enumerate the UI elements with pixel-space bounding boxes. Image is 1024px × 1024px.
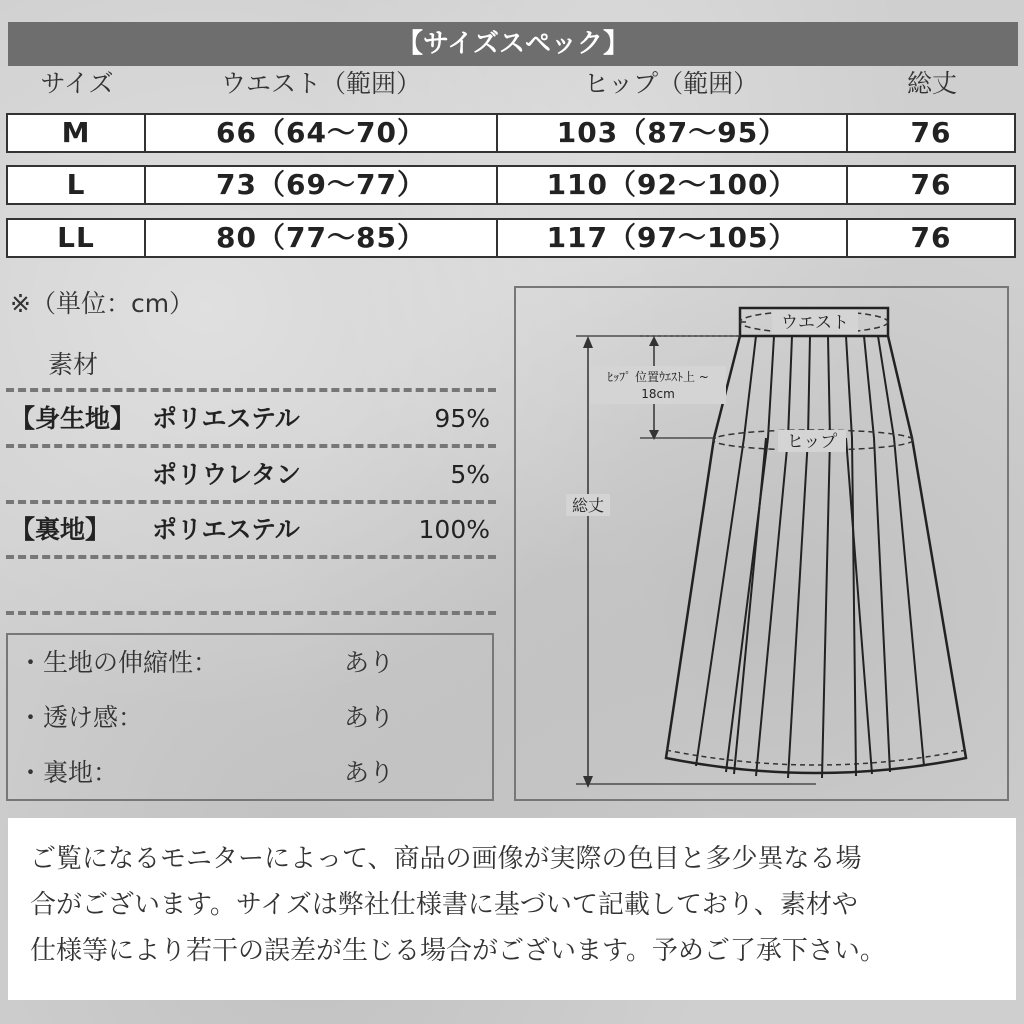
material-fabric: ポリエステル	[152, 515, 300, 544]
hip-cell: 117（97〜105）	[546, 221, 798, 254]
material-part: 【身生地】	[10, 404, 136, 433]
dashed-divider	[6, 611, 496, 615]
hip-cell: 110（92〜100）	[546, 168, 798, 201]
size-cell: L	[66, 168, 86, 201]
header-size: サイズ	[40, 69, 114, 98]
length-cell: 76	[910, 116, 952, 149]
unit-note: ※（単位：cm）	[10, 289, 195, 318]
fabric-properties-box	[6, 633, 494, 801]
material-row	[10, 510, 490, 550]
waist-cell: 80（77〜85）	[216, 221, 426, 254]
header-hip: ヒップ（範囲）	[583, 69, 759, 98]
waist-cell: 66（64〜70）	[216, 116, 426, 149]
material-fabric: ポリエステル	[152, 404, 300, 433]
disclaimer-line: 仕様等により若干の誤差が生じる場合がございます。予めご了承下さい。	[30, 936, 886, 966]
material-percent: 100%	[418, 515, 490, 544]
material-percent: 95%	[434, 404, 490, 433]
size-cell: M	[61, 116, 91, 149]
dashed-divider	[6, 388, 496, 392]
hip-label: ヒップ	[786, 432, 838, 452]
property-value: あり	[344, 703, 395, 732]
arrow-head-up	[649, 336, 659, 346]
disclaimer-box	[8, 818, 1016, 1000]
material-fabric: ポリウレタン	[152, 460, 302, 489]
skirt-diagram-box	[514, 286, 1009, 801]
spec-title: 【サイズスペック】	[8, 22, 1018, 66]
dashed-divider	[6, 444, 496, 448]
disclaimer-line: ご覧になるモニターによって、商品の画像が実際の色目と多少異なる場	[30, 844, 862, 874]
skirt-pleats	[696, 336, 924, 778]
property-value: あり	[344, 648, 395, 677]
length-label: 総丈	[571, 496, 605, 515]
property-label: ・生地の伸縮性：	[18, 648, 219, 677]
hip-position-label: ﾋｯﾌﾟ 位置ｳｴｽﾄ上 ~	[607, 370, 709, 384]
header-waist: ウエスト（範囲）	[220, 69, 421, 98]
hip-cell: 103（87〜95）	[556, 116, 788, 149]
material-part: 【裏地】	[10, 515, 111, 544]
property-label: ・透け感：	[18, 703, 144, 732]
property-value: あり	[344, 758, 395, 787]
materials-title: 素材	[48, 350, 99, 379]
size-row-ll	[6, 218, 1016, 258]
arrow-head-up	[583, 336, 593, 348]
size-cell: LL	[57, 221, 95, 254]
dashed-divider	[6, 500, 496, 504]
waist-label: ウエスト	[781, 313, 849, 333]
material-row	[10, 455, 490, 495]
arrow-head-down	[583, 776, 593, 788]
skirt-illustration	[516, 288, 1007, 799]
skirt-hem-stitch	[666, 750, 966, 765]
length-cell: 76	[910, 168, 952, 201]
waist-cell: 73（69〜77）	[216, 168, 426, 201]
disclaimer-line: 合がございます。サイズは弊社仕様書に基づいて記載しており、素材や	[30, 890, 858, 920]
length-cell: 76	[910, 221, 952, 254]
size-row-m	[6, 113, 1016, 153]
size-row-l	[6, 165, 1016, 205]
dashed-divider	[6, 555, 496, 559]
property-label: ・裏地：	[18, 758, 119, 787]
header-length: 総丈	[906, 69, 957, 98]
material-row	[10, 399, 490, 439]
material-percent: 5%	[450, 460, 490, 489]
hip-position-value: 18cm	[641, 387, 675, 401]
